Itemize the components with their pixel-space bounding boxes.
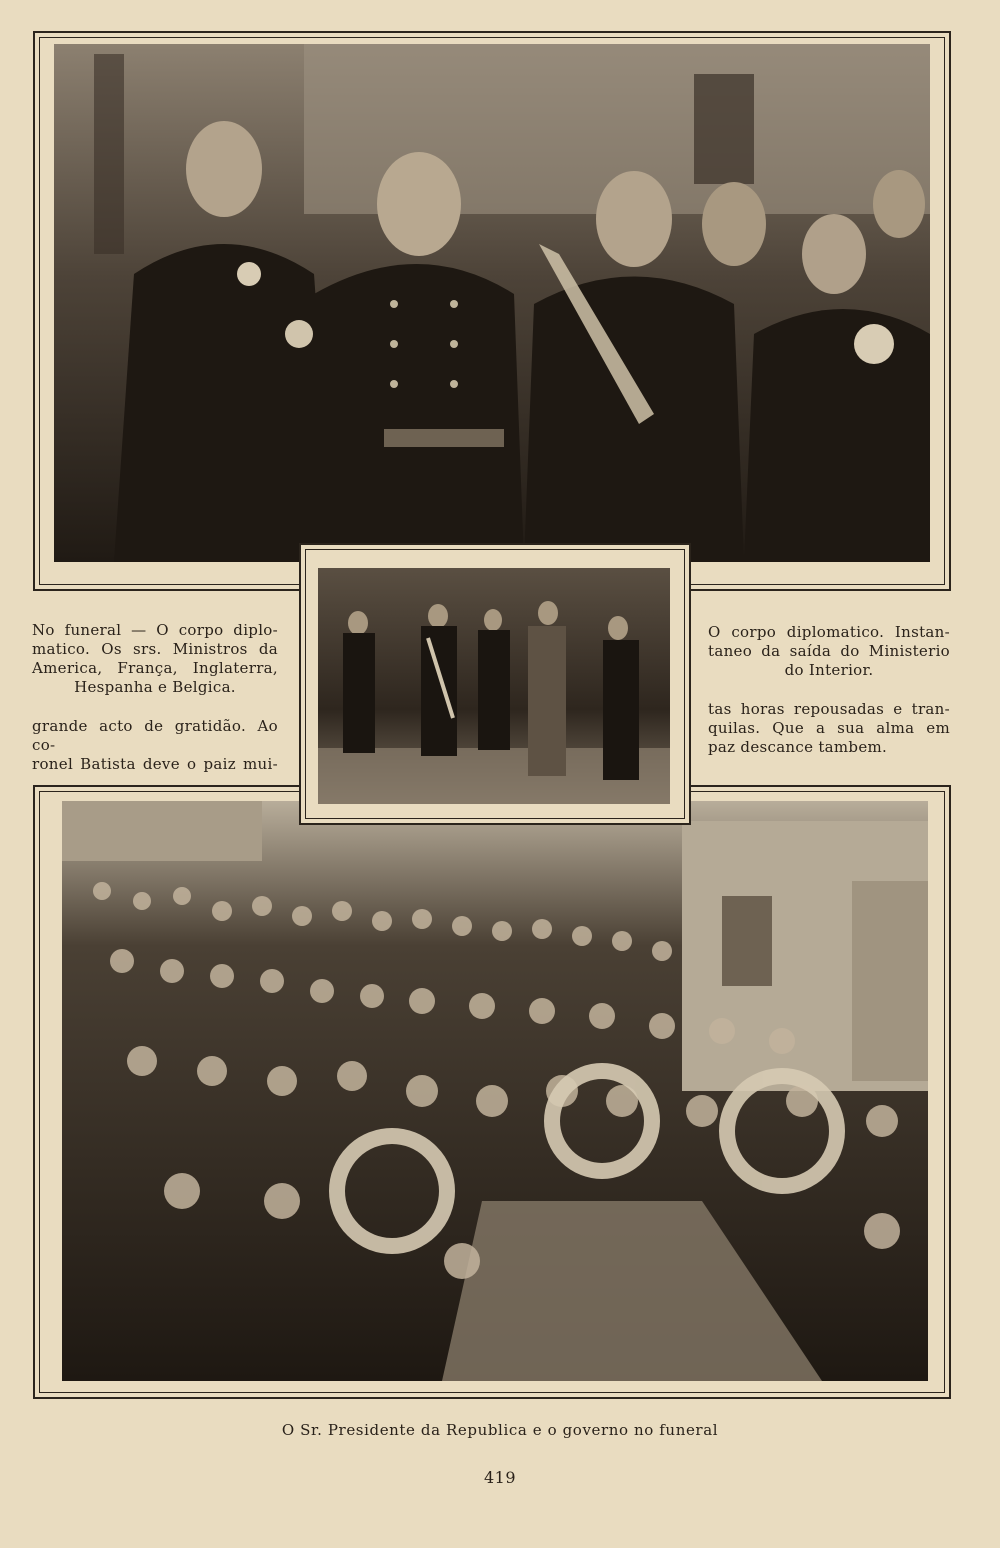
left-body-text — [32, 717, 278, 774]
left-photo-caption — [32, 621, 278, 697]
bottom-photo-frame — [33, 785, 951, 1399]
top-photo — [54, 44, 930, 562]
body-line: tas horas repousadas e tran- — [708, 700, 950, 718]
top-photo-frame — [33, 31, 951, 591]
caption-line: No funeral — O corpo diplo- — [32, 621, 278, 639]
caption-line: America, França, Inglaterra, — [32, 659, 278, 677]
caption-line: do Interior. — [784, 661, 874, 679]
caption-line: O corpo diplomatico. Instan- — [708, 623, 950, 641]
body-line: grande acto de gratidão. Ao co- — [32, 717, 278, 754]
body-line: paz descance tambem. — [708, 738, 888, 756]
photo-funeral-procession-icon — [62, 801, 928, 1381]
photo-diplomats-group-icon — [54, 44, 930, 562]
bottom-photo — [62, 801, 928, 1381]
bottom-photo-caption: O Sr. Presidente da Republica e o governo no funeral — [281, 1421, 719, 1439]
middle-photo — [318, 568, 670, 804]
caption-line: Hespanha e Belgica. — [74, 678, 236, 696]
right-body-text — [708, 700, 950, 757]
photo-diplomats-exit-icon — [318, 568, 670, 804]
right-photo-caption — [708, 623, 950, 680]
caption-line: taneo da saída do Ministerio — [708, 642, 950, 660]
body-line: ronel Batista deve o paiz mui- — [32, 755, 278, 773]
caption-line: matico. Os srs. Ministros da — [32, 640, 278, 658]
page-number: 419 — [483, 1468, 517, 1487]
body-line: quilas. Que a sua alma em — [708, 719, 950, 737]
middle-photo-frame — [299, 543, 691, 825]
